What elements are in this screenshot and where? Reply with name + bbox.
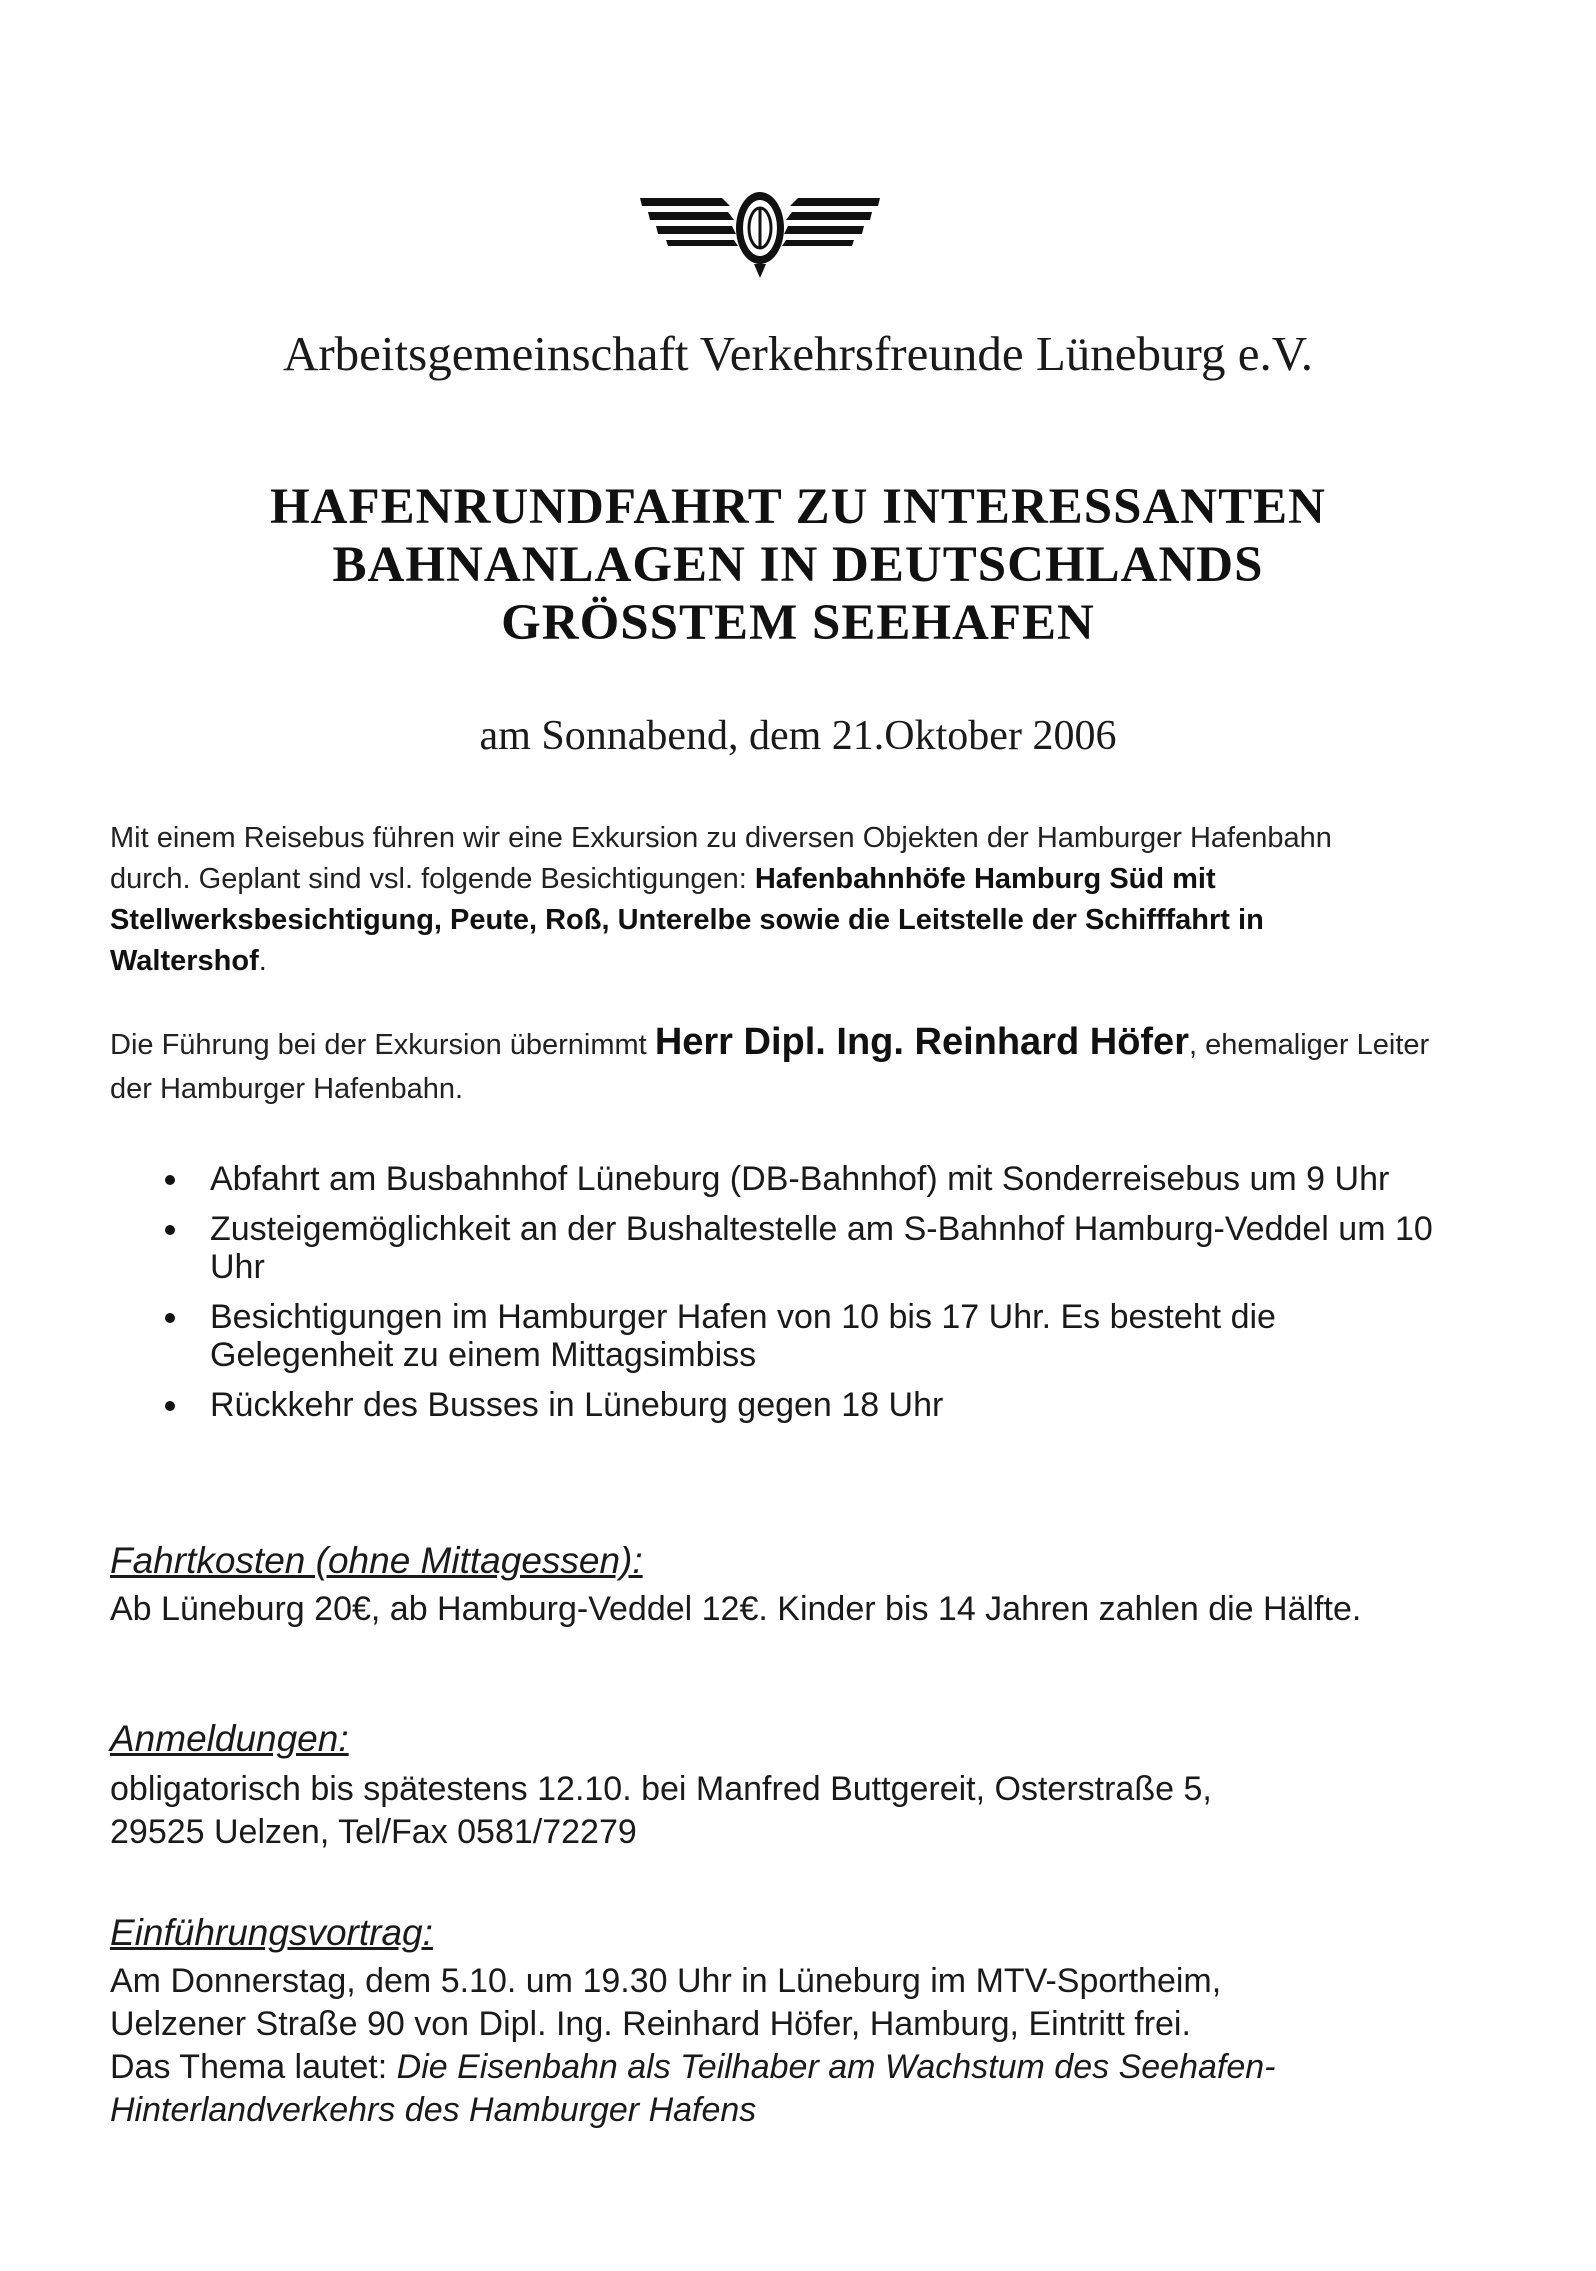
registration-line: obligatorisch bis spätestens 12.10. bei Manfred Buttgereit, Osterstraße 5, [110,1770,1212,1808]
list-item [165,1298,1465,1374]
guide-name: Herr Dipl. Ing. Reinhard Höfer [654,1021,1189,1063]
event-date: am Sonnabend, dem 21.Oktober 2006 [479,713,1117,759]
registration-line: 29525 Uelzen, Tel/Fax 0581/72279 [110,1813,637,1851]
costs-text: Ab Lüneburg 20€, ab Hamburg-Veddel 12€. Kinder bis 14 Jahren zahlen die Hälfte. [110,1590,1362,1628]
lecture-theme-line [110,2046,1450,2132]
lecture-theme: Die Eisenbahn als Teilhaber am Wachstum des Seehafen-Hinterlandverkehrs des Hamburger Hafens [110,2048,1276,2129]
list-item [165,1386,1465,1424]
bullet-icon [165,1175,175,1185]
list-item [165,1210,1465,1286]
list-item [165,1160,1465,1198]
winged-wheel-logo-icon [630,178,890,282]
title-line: GRÖSSTEM SEEHAFEN [501,595,1095,651]
lecture-heading: Einführungsvortrag: [110,1912,433,1953]
intro-highlight: Hafenbahnhöfe Hamburg Süd mit Stellwerksbesichtigung, Peute, Roß, Unterelbe sowie die Leitstelle der Schifffahrt in Waltershof [110,863,1264,977]
bullet-icon [165,1225,175,1235]
lecture-line: Am Donnerstag, dem 5.10. um 19.30 Uhr in Lüneburg im MTV-Sportheim, [110,1962,1222,2000]
guide-lead: Die Führung bei der Exkursion übernimmt [110,1029,655,1061]
title-line: BAHNANLAGEN IN DEUTSCHLANDS [332,537,1264,593]
list-item-text: Abfahrt am Busbahnhof Lüneburg (DB-Bahnhof) mit Sonderreisebus um 9 Uhr [210,1160,1390,1198]
registration-heading: Anmeldungen: [110,1718,349,1759]
lecture-line: Uelzener Straße 90 von Dipl. Ing. Reinhard Höfer, Hamburg, Eintritt frei. [110,2005,1191,2043]
intro-paragraph [110,818,1420,982]
costs-heading: Fahrtkosten (ohne Mittagessen): [110,1540,643,1581]
bullet-icon [165,1313,175,1323]
registration-text [110,1768,1450,1854]
intro-lead: Mit einem Reisebus führen wir eine Exkursion zu diversen Objekten der Hamburger Hafenbahn durch. Geplant sind vsl. folgende Besichtigungen: [110,822,1332,895]
lecture-text [110,1960,1450,2132]
lecture-theme-lead: Das Thema lautet: [110,2048,397,2086]
title-line: HAFENRUNDFAHRT ZU INTERESSANTEN [270,479,1326,535]
organization-name: Arbeitsgemeinschaft Verkehrsfreunde Lüneburg e.V. [282,326,1314,381]
list-item-text: Besichtigungen im Hamburger Hafen von 10 bis 17 Uhr. Es besteht die Gelegenheit zu einem Mittagsimbiss [210,1298,1276,1374]
guide-paragraph [110,1020,1430,1111]
list-item-text: Rückkehr des Busses in Lüneburg gegen 18 Uhr [210,1386,944,1424]
intro-end: . [258,945,267,977]
bullet-icon [165,1401,175,1411]
event-title [0,478,1596,652]
list-item-text: Zusteigemöglichkeit an der Bushaltestelle am S-Bahnhof Hamburg-Veddel um 10 Uhr [210,1210,1433,1286]
guide-tail: , ehemaliger Leiter der Hamburger Hafenbahn. [110,1029,1430,1105]
schedule-list [165,1160,1465,1436]
